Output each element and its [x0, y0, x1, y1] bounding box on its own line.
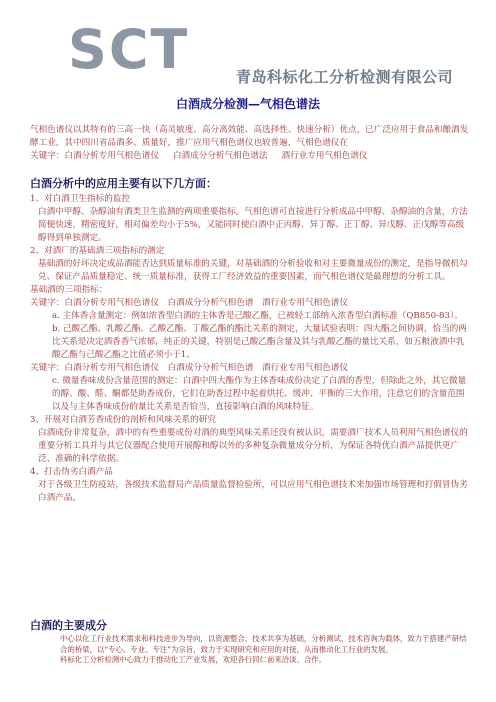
body-line: 白酒成份非常复杂，酒中的有些重要成份对酒的典型风味关系还没有被认识，需要酒厂技术人员利用气相色谱仪的重要分析工具并与其它仪器配合使用开展醇和醇以外的多种复杂微量成分分析，为保证各特优白酒产品提供更广泛、准确的科学依据。 — [38, 428, 468, 464]
intro-keywords — [30, 150, 472, 163]
body-line: 基础酒的好坏决定成品酒能否达到质量标准的关键，对基础酒的分析验收和对主要微量成份的测定，是指导微机勾兑、保证产品质量稳定、统一质量标准，获得工厂经济效益的重要因素，而气相色谱仪是最理想的分析工具。 — [38, 259, 468, 282]
keyword-item: 白酒分析专用气相色谱仪 — [64, 151, 159, 161]
body-line: 关键字：白酒分析专用气相色谱仪 白酒成分分析气相色谱 酒行业专用气相色谱仪 — [30, 298, 348, 308]
section-heading-applications: 白酒分析中的应用主要有以下几方面： — [30, 177, 217, 190]
keyword-item: 白酒成分分析气相色谱法 — [172, 151, 268, 161]
main-components-body — [60, 634, 472, 666]
body-line: c. 微量香味成份含量范围的测定：白酒中四大酯作为主体香味成份决定了白酒的香型，但除此之外，其它微量的醇、酸、醛、酮都是助香成份，它们在助香过程中起着烘托、缓冲、平衡的三大作用，注意它们的含量范围以及与主体香味成份的量比关系是否恰当，直接影响白酒的风味特征。 — [52, 376, 467, 412]
company-logo — [68, 18, 488, 92]
document-title: 白酒成分检测—气相色谱法 — [175, 97, 320, 111]
logo-company-name: 青岛科标化工分析检测有限公司 — [236, 68, 454, 86]
intro-paragraph: 气相色谱仪以其特有的三高一快（高灵敏度、高分离效能、高选择性、快速分析）优点，已广泛应用于食品和酿酒发酵工业，其中四川省品酒多、质量好，推广应用气相色谱仪也较普遍，气相色谱仪在 — [30, 125, 469, 148]
body-line: 1、对白酒卫生指标的监控 — [30, 194, 130, 204]
body-line: 关键字：白酒分析专用气相色谱仪 白酒成分分析气相色谱 酒行业专用气相色谱仪 — [30, 363, 348, 373]
logo-letters: SCT — [68, 18, 190, 81]
company-invite-paragraph: 科标化工分析检测中心致力于推动化工产业发展，欢迎各行同仁前来洽谈、合作。 — [60, 655, 327, 664]
body-line: 白酒中甲醇、杂醇油有酒类卫生监测的两项重要指标。气相色谱可直接进行分析成品中甲醇、杂醇油的含量，方法简便快速，精密度好，相对偏差均小于5%，又能同时使白酒中正丙醇、异丁醇、正丁醇、异戊醇、正戊醇等高级醇得到单独测定。 — [38, 207, 468, 243]
body-line: 2、对酒厂的基础酒三项指标的测定 — [30, 246, 165, 256]
body-line: 4、打击伪劣白酒产品 — [30, 467, 113, 477]
body-line: a. 主体香含量测定：例如浓香型白酒的主体香是己酸乙酯，已被轻工部纳入浓香型白酒标准（QB850-83）。 — [52, 311, 463, 321]
body-line: b. 己酸乙酯、乳酸乙酯、乙酸乙酯、丁酸乙酯的酯比关系的测定，大量试验表明：四大酯之间协调，恰当的两比关系是决定酒香香气浓郁，纯正的关键，特别是己酸乙酯含量及其与乳酸乙酯的量比关系，如五粮液酒中乳酸乙酯与己酸乙酯之比值必须小于1。 — [52, 324, 467, 360]
intro-section — [30, 124, 472, 163]
body-line: 基础酒的三项指标： — [30, 285, 108, 295]
keywords-label: 关键字： — [30, 151, 65, 161]
keyword-item: 酒行业专用气相色谱仪 — [281, 151, 368, 161]
section-heading-main-components: 白酒的主要成分 — [30, 619, 107, 632]
company-intro-paragraph: 中心以化工行业技术需求和科技进步为导向，以资源整合、技术共享为基础，分析测试、技术咨询为载体，致力于搭建产研结合的桥梁，以“专心、专业、专注”为宗旨，致力于实现研究和应用的对接，从而推动化工行业的发展。 — [60, 634, 467, 654]
body-line: 3、开展对白酒芳香成份的剖析和风味关系的研究 — [30, 415, 216, 425]
applications-body — [30, 193, 472, 505]
body-line: 对于各级卫生防疫站，各级技术监督局产品质量监督检验所，可以应用气相色谱技术来加强市场管理和打假冒伪劣白酒产品。 — [38, 480, 468, 503]
